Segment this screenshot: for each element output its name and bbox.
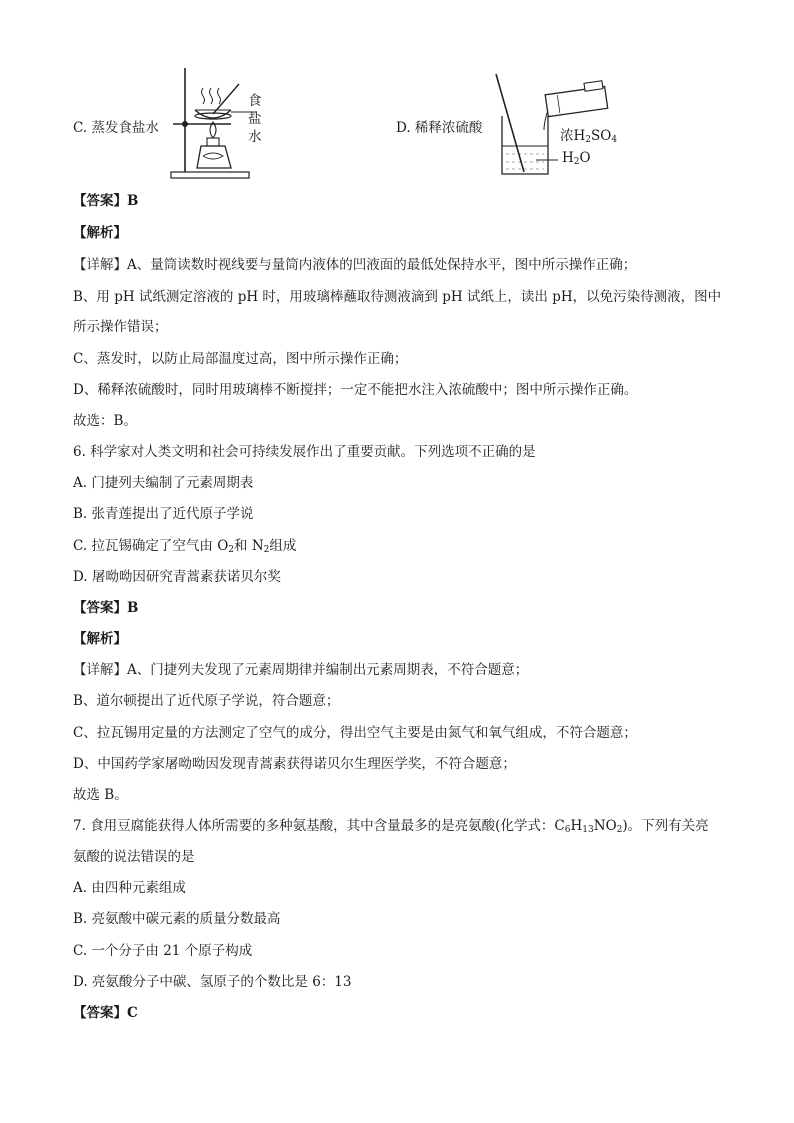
figure-c-evaporation xyxy=(73,64,283,184)
q6-stem: 6. 科学家对人类文明和社会可持续发展作出了重要贡献。下列选项不正确的是 xyxy=(73,444,536,460)
figure-c-side-label: 食 盐 水 xyxy=(248,93,262,145)
q6-option-c: C. 拉瓦锡确定了空气由 $O_2$和 $N_2$组成 xyxy=(73,538,297,555)
water-label: $H_2O$ xyxy=(562,150,591,167)
q7-option-d: D. 亮氨酸分子中碳、氢原子的个数比是 6：13 xyxy=(73,974,352,990)
q5-answer: 【答案】B xyxy=(73,193,139,209)
q6-detail-a: 【详解】A、门捷列夫发现了元素周期律并编制出元素周期表，不符合题意； xyxy=(73,662,529,678)
q5-detail-b-cont: 所示操作错误； xyxy=(73,319,168,335)
q7-option-c: C. 一个分子由 21 个原子构成 xyxy=(73,943,253,959)
q6-conclusion: 故选 B。 xyxy=(73,787,128,803)
q6-detail-d: D、中国药学家屠呦呦因发现青蒿素获得诺贝尔生理医学奖，不符合题意； xyxy=(73,756,516,772)
q6-option-a: A. 门捷列夫编制了元素周期表 xyxy=(73,475,254,491)
evaporation-apparatus-diagram xyxy=(161,64,281,184)
q5-conclusion: 故选：B。 xyxy=(73,413,137,429)
q7-stem-cont: 氨酸的说法错误的是 xyxy=(73,849,195,865)
figure-d-dilution xyxy=(396,70,626,180)
q6-option-b: B. 张青莲提出了近代原子学说 xyxy=(73,506,254,522)
q5-detail-a: 【详解】A、量筒读数时视线要与量筒内液体的凹液面的最低处保持水平，图中所示操作正确； xyxy=(73,257,637,273)
q6-detail-b: B、道尔顿提出了近代原子学说，符合题意； xyxy=(73,693,340,709)
q5-analysis-heading: 【解析】 xyxy=(73,225,127,241)
q5-detail-d: D、稀释浓硫酸时，同时用玻璃棒不断搅拌；一定不能把水注入浓硫酸中；图中所示操作正确。 xyxy=(73,382,638,398)
q6-option-d: D. 屠呦呦因研究青蒿素获诺贝尔奖 xyxy=(73,569,281,585)
q6-answer: 【答案】B xyxy=(73,600,139,616)
q7-option-b: B. 亮氨酸中碳元素的质量分数最高 xyxy=(73,911,281,927)
q6-analysis-heading: 【解析】 xyxy=(73,631,127,647)
q7-stem: 7. 食用豆腐能获得人体所需要的多种氨基酸，其中含量最多的是亮氨酸(化学式：$C_6H_{13}NO_2$)。下列有关亮 xyxy=(73,818,709,835)
acid-label: 浓$H_2SO_4$ xyxy=(560,128,618,145)
q5-detail-b: B、用 pH 试纸测定溶液的 pH 时，用玻璃棒蘸取待测液滴到 pH 试纸上，读出 pH，以免污染待测液，图中 xyxy=(73,289,722,305)
q7-option-a: A. 由四种元素组成 xyxy=(73,880,186,896)
figure-d-label: D. 稀释浓硫酸 xyxy=(396,120,483,136)
q5-detail-c: C、蒸发时，以防止局部温度过高，图中所示操作正确； xyxy=(73,351,408,367)
figure-c-label: C. 蒸发食盐水 xyxy=(73,120,159,136)
q7-answer: 【答案】C xyxy=(73,1005,138,1021)
q6-detail-c: C、拉瓦锡用定量的方法测定了空气的成分，得出空气主要是由氮气和氧气组成，不符合题意； xyxy=(73,725,637,741)
